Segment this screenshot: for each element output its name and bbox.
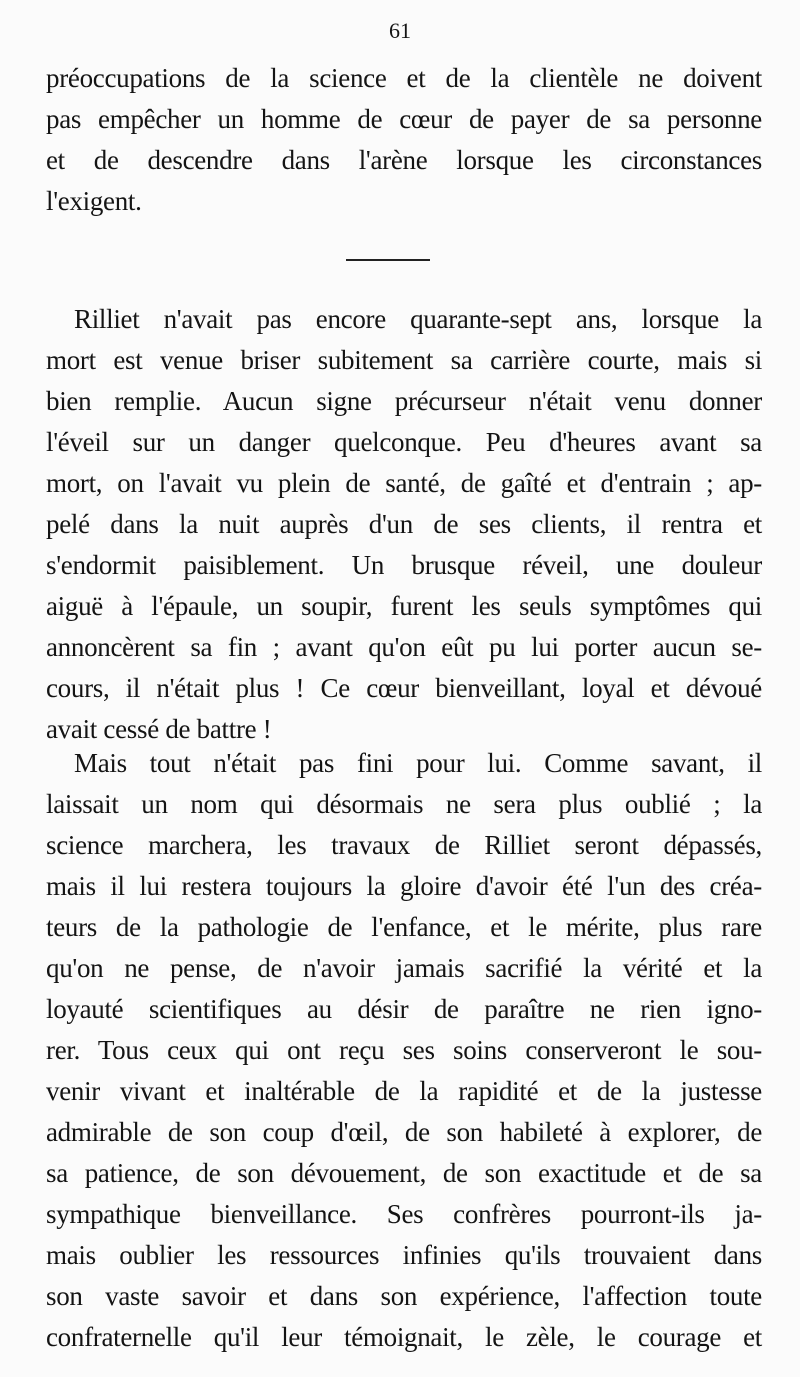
text-line: avait cessé de battre ! — [46, 714, 272, 744]
text-line: rer. Tous ceux qui ont reçu ses soins conserveront le sou- — [46, 1035, 762, 1065]
text-line: pelé dans la nuit auprès d'un de ses clients, il rentra et — [46, 509, 762, 539]
text-line: sympathique bienveillance. Ses confrères pourront-ils ja- — [46, 1199, 762, 1229]
text-line: préoccupations de la science et de la clientèle ne doivent — [46, 63, 762, 93]
text-line: s'endormit paisiblement. Un brusque réveil, une douleur — [46, 550, 762, 580]
text-line: aiguë à l'épaule, un soupir, furent les seuls symptômes qui — [46, 591, 762, 621]
text-line: science marchera, les travaux de Rilliet seront dépassés, — [46, 830, 762, 860]
text-line: et de descendre dans l'arène lorsque les circonstances — [46, 145, 762, 175]
text-line: mort est venue briser subitement sa carrière courte, mais si — [46, 345, 762, 375]
paragraph-continuation — [46, 58, 762, 222]
text-line: mort, on l'avait vu plein de santé, de gaîté et d'entrain ; ap- — [46, 468, 762, 498]
page-number: 61 — [389, 18, 411, 43]
paragraph-legacy — [46, 743, 762, 1358]
section-separator-rule — [346, 259, 430, 261]
text-line: mais il lui restera toujours la gloire d'avoir été l'un des créa- — [46, 871, 762, 901]
text-line: confraternelle qu'il leur témoignait, le zèle, le courage et — [46, 1322, 762, 1352]
text-line: son vaste savoir et dans son expérience, l'affection toute — [46, 1281, 762, 1311]
text-line: mais oublier les ressources infinies qu'ils trouvaient dans — [46, 1240, 762, 1270]
text-line: loyauté scientifiques au désir de paraître ne rien igno- — [46, 994, 762, 1024]
text-line: Mais tout n'était pas fini pour lui. Comme savant, il — [74, 748, 762, 778]
text-line: l'éveil sur un danger quelconque. Peu d'heures avant sa — [46, 427, 762, 457]
text-line: teurs de la pathologie de l'enfance, et le mérite, plus rare — [46, 912, 762, 942]
text-line: venir vivant et inaltérable de la rapidité et de la justesse — [46, 1076, 762, 1106]
text-line: laissait un nom qui désormais ne sera plus oublié ; la — [46, 789, 762, 819]
paragraph-death-of-rilliet — [46, 299, 762, 750]
text-line: qu'on ne pense, de n'avoir jamais sacrifié la vérité et la — [46, 953, 762, 983]
text-line: cours, il n'était plus ! Ce cœur bienveillant, loyal et dévoué — [46, 673, 762, 703]
text-line: l'exigent. — [46, 186, 142, 216]
text-line: sa patience, de son dévouement, de son exactitude et de sa — [46, 1158, 762, 1188]
text-line: pas empêcher un homme de cœur de payer de sa personne — [46, 104, 762, 134]
text-line: bien remplie. Aucun signe précurseur n'était venu donner — [46, 386, 762, 416]
text-line: admirable de son coup d'œil, de son habileté à explorer, de — [46, 1117, 762, 1147]
text-line: Rilliet n'avait pas encore quarante-sept ans, lorsque la — [74, 304, 762, 334]
text-line: annoncèrent sa fin ; avant qu'on eût pu lui porter aucun se- — [46, 632, 762, 662]
